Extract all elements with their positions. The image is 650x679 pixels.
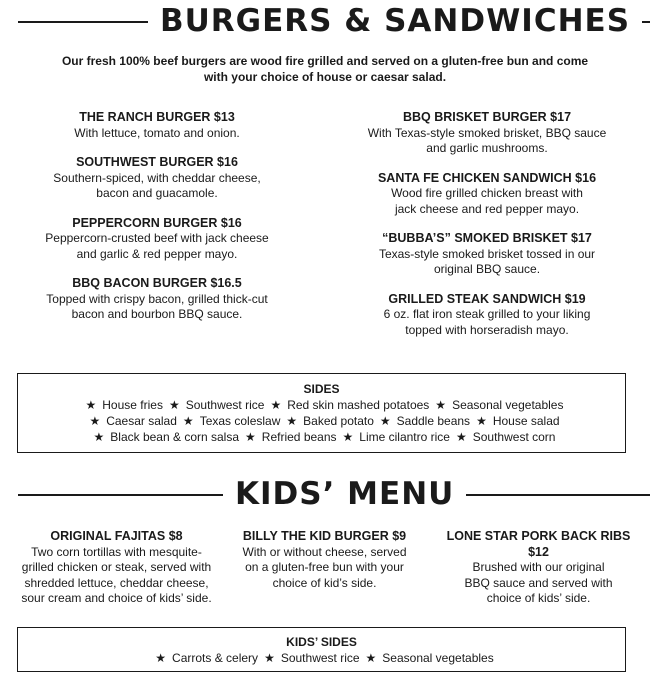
kids-item-column	[14, 529, 219, 621]
menu-item-description: Topped with crispy bacon, grilled thick-cut bacon and bourbon BBQ sauce.	[46, 291, 268, 321]
kids-item-column	[436, 529, 641, 621]
kids-section-header	[18, 476, 632, 512]
menu-item	[12, 155, 302, 202]
star-icon: ★	[342, 430, 354, 444]
burgers-intro: Our fresh 100% beef burgers are wood fire grilled and served on a gluten-free bun and come with your choice of house or caesar salad.	[61, 54, 589, 84]
header-rule-right	[466, 494, 650, 496]
sides-list	[18, 397, 625, 445]
menu-item-name: GRILLED STEAK SANDWICH $19	[388, 291, 586, 306]
menu-item-name: BBQ BACON BURGER $16.5	[72, 276, 242, 290]
side-item: Carrots & celery	[172, 651, 259, 665]
sides-title: SIDES	[303, 382, 340, 396]
side-item: Red skin mashed potatoes	[287, 398, 430, 412]
side-item: Lime cilantro rice	[359, 430, 450, 444]
side-line	[18, 650, 625, 666]
kids-section-title: KIDS’ MENU	[235, 476, 455, 512]
star-icon: ★	[270, 398, 282, 412]
menu-item-description: Brushed with our original BBQ sauce and served with choice of kids’ side.	[464, 560, 613, 605]
menu-item	[12, 216, 302, 263]
side-item: Southwest rice	[280, 651, 360, 665]
menu-item-description: Texas-style smoked brisket tossed in our original BBQ sauce.	[378, 246, 596, 276]
menu-item-description: With lettuce, tomato and onion.	[74, 125, 240, 140]
sides-box	[17, 373, 626, 453]
burgers-section-title: BURGERS & SANDWICHES	[160, 3, 631, 39]
menu-item	[342, 110, 632, 157]
menu-item-name: SOUTHWEST BURGER $16	[76, 155, 238, 169]
menu-item	[14, 529, 219, 607]
menu-item-description: Two corn tortillas with mesquite- grilled chicken or steak, served with shredded lettuce, cheddar cheese, sour cream and choice of kids’ side.	[21, 544, 212, 605]
star-icon: ★	[155, 651, 167, 665]
star-icon: ★	[435, 398, 447, 412]
menu-item	[342, 292, 632, 339]
menu-item-name: THE RANCH BURGER $13	[79, 110, 235, 124]
star-icon: ★	[93, 430, 105, 444]
side-line	[18, 397, 625, 413]
menu-item-name: “BUBBA’S” SMOKED BRISKET $17	[382, 231, 592, 245]
star-icon: ★	[455, 430, 467, 444]
side-item: Refried beans	[261, 430, 337, 444]
star-icon: ★	[89, 414, 101, 428]
side-line	[18, 413, 625, 429]
star-icon: ★	[365, 651, 377, 665]
menu-item	[12, 276, 302, 323]
kids-sides-box	[17, 627, 626, 672]
menu-item-description: Peppercorn-crusted beef with jack cheese and garlic & red pepper mayo.	[45, 231, 269, 261]
star-icon: ★	[182, 414, 194, 428]
side-item: House salad	[492, 414, 560, 428]
kids-item-column	[222, 529, 427, 605]
menu-item	[12, 110, 302, 141]
menu-item-name: PEPPERCORN BURGER $16	[72, 215, 242, 230]
menu-item-description: With Texas-style smoked brisket, BBQ sauce and garlic mushrooms.	[367, 125, 607, 155]
menu-item	[436, 529, 641, 607]
menu-item-description: Wood fire grilled chicken breast with jack cheese and red pepper mayo.	[391, 186, 583, 216]
side-item: Saddle beans	[396, 414, 471, 428]
side-item: Black bean & corn salsa	[110, 430, 240, 444]
star-icon: ★	[379, 414, 391, 428]
side-item: Baked potato	[303, 414, 374, 428]
header-rule-right	[642, 21, 650, 23]
side-item: Southwest corn	[472, 430, 556, 444]
side-item: Seasonal vegetables	[452, 398, 564, 412]
kids-sides-list	[18, 650, 625, 666]
menu-item-name: ORIGINAL FAJITAS $8	[50, 529, 183, 543]
side-item: Caesar salad	[106, 414, 177, 428]
menu-item-description: Southern-spiced, with cheddar cheese, bacon and guacamole.	[53, 170, 261, 200]
star-icon: ★	[168, 398, 180, 412]
star-icon: ★	[476, 414, 487, 428]
burgers-left-column	[12, 110, 302, 337]
side-item: Seasonal vegetables	[382, 651, 494, 665]
star-icon: ★	[85, 398, 97, 412]
menu-item	[222, 529, 427, 591]
menu-item-name: BBQ BRISKET BURGER $17	[402, 110, 572, 124]
burgers-right-column	[342, 110, 632, 352]
header-rule-left	[18, 21, 148, 23]
menu-item	[342, 171, 632, 218]
star-icon: ★	[286, 414, 298, 428]
header-rule-left	[18, 494, 223, 496]
menu-item-description: With or without cheese, served on a gluten-free bun with your choice of kid’s side.	[242, 544, 407, 590]
menu-item-name: BILLY THE KID BURGER $9	[242, 529, 407, 543]
menu-item-name: LONE STAR PORK BACK RIBS $12	[446, 529, 631, 559]
kids-sides-title: KIDS’ SIDES	[286, 635, 357, 649]
burgers-section-header	[18, 3, 632, 39]
side-line	[18, 429, 625, 445]
menu-item	[342, 231, 632, 278]
menu-item-description: 6 oz. flat iron steak grilled to your liking topped with horseradish mayo.	[383, 307, 591, 337]
star-icon: ★	[264, 651, 275, 665]
menu-item-name: SANTA FE CHICKEN SANDWICH $16	[377, 170, 597, 185]
star-icon: ★	[245, 430, 256, 444]
side-item: Texas coleslaw	[199, 414, 281, 428]
side-item: House fries	[102, 398, 163, 412]
side-item: Southwest rice	[185, 398, 265, 412]
